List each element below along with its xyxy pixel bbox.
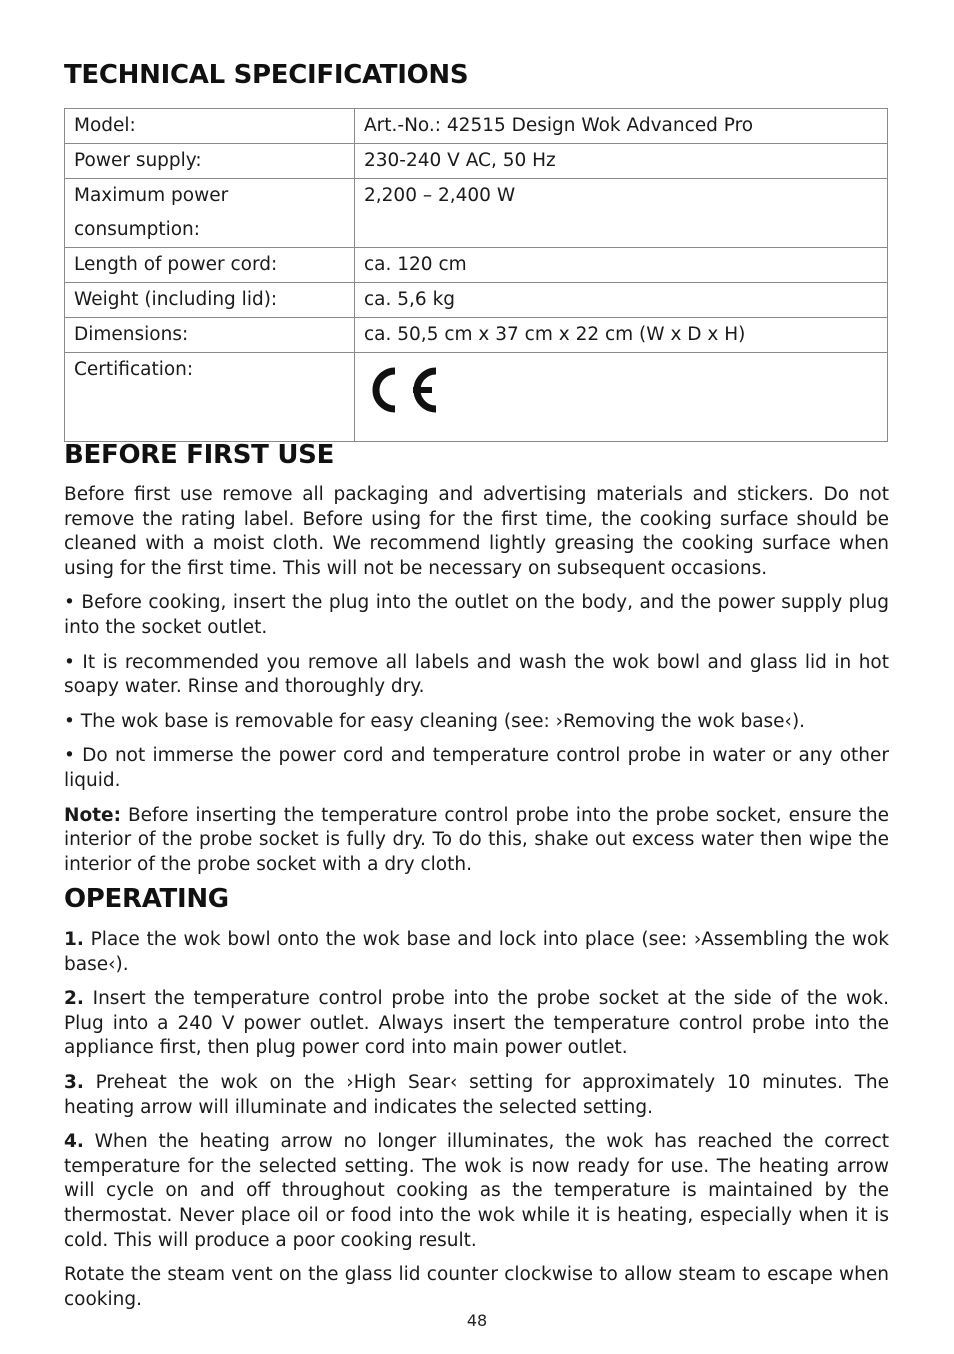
before-first-use-heading: BEFORE FIRST USE [64,440,335,470]
bullet-item: • Before cooking, insert the plug into the outlet on the body, and the power supply plug into the socket outlet. [64,592,889,638]
table-row [65,318,888,353]
step-number: 4. [64,1131,84,1153]
note-paragraph [64,804,889,878]
operating-section [64,928,889,1312]
bullet-item: • It is recommended you remove all labels and wash the wok bowl and glass lid in hot soapy water. Rinse and thoroughly dry. [64,651,889,698]
step-number: 3. [64,1071,84,1093]
table-row [65,283,888,318]
table-row [65,248,888,283]
step-text: Preheat the wok on the ›High Sear‹ setting for approximately 10 minutes. The heating arrow will illuminate and indicates the selected setting. [64,1071,889,1118]
spec-label-cord-length: Length of power cord: [65,248,355,283]
before-first-use-intro: Before first use remove all packaging and advertising materials and stickers. Do not remove the rating label. Before using for the first time, the cooking surface should be cleaned with a moist cloth. We recommend lightly greasing the cooking surface when using for the first time. This will not be necessary on subsequent occasions. [64,484,889,579]
spec-value-certification [355,353,888,442]
table-row [65,144,888,179]
spec-value-weight: ca. 5,6 kg [355,283,888,318]
ce-mark-icon [366,363,440,417]
note-label: Note: [64,804,121,826]
spec-label-power-supply: Power supply: [65,144,355,179]
step-text: When the heating arrow no longer illuminates, the wok has reached the correct temperature for the selected setting. The wok is now ready for use. The heating arrow will cycle on and off throughout cooking as the temperature is maintained by the thermostat. Never place oil or food into the wok while it is heating, especially when it is cold. This will produce a poor cooking result. [64,1131,889,1251]
spec-value-max-power: 2,200 – 2,400 W [355,179,888,248]
operating-step [64,928,889,977]
spec-label-max-power: Maximum power consumption: [65,179,355,248]
step-text: Insert the temperature control probe into the probe socket at the side of the wok. Plug into a 240 V power outlet. Always insert the temperature control probe into the appliance first, then plug power cord into main power outlet. [64,988,889,1059]
operating-closing: Rotate the steam vent on the glass lid counter clockwise to allow steam to escape when cooking. [64,1264,889,1310]
spec-value-power-supply: 230-240 V AC, 50 Hz [355,144,888,179]
bullet-item: • The wok base is removable for easy cleaning (see: ›Removing the wok base‹). [64,710,806,732]
step-text: Place the wok bowl onto the wok base and lock into place (see: ›Assembling the wok base‹). [64,929,889,975]
specifications-table [64,108,888,442]
operating-heading: OPERATING [64,884,229,914]
table-row [65,179,888,248]
spec-value-model: Art.-No.: 42515 Design Wok Advanced Pro [355,109,888,144]
page-number: 48 [466,1311,488,1330]
technical-specifications-heading: TECHNICAL SPECIFICATIONS [64,60,469,90]
spec-value-dimensions: ca. 50,5 cm x 37 cm x 22 cm (W x D x H) [355,318,888,353]
spec-label-certification: Certification: [65,353,355,442]
step-number: 2. [64,988,84,1010]
table-row [65,353,888,442]
spec-label-weight: Weight (including lid): [65,283,355,318]
spec-value-cord-length: ca. 120 cm [355,248,888,283]
before-first-use-section [64,483,889,877]
operating-step [64,1130,889,1253]
operating-step [64,1071,889,1120]
step-number: 1. [64,929,84,950]
operating-step [64,987,889,1061]
bullet-item: • Do not immerse the power cord and temperature control probe in water or any other liquid. [64,745,889,791]
spec-label-dimensions: Dimensions: [65,318,355,353]
spec-label-model: Model: [65,109,355,144]
note-text: Before inserting the temperature control probe into the probe socket, ensure the interior of the probe socket is fully dry. To do this, shake out excess water then wipe the interior of the probe socket with a dry cloth. [64,804,889,875]
table-row [65,109,888,144]
